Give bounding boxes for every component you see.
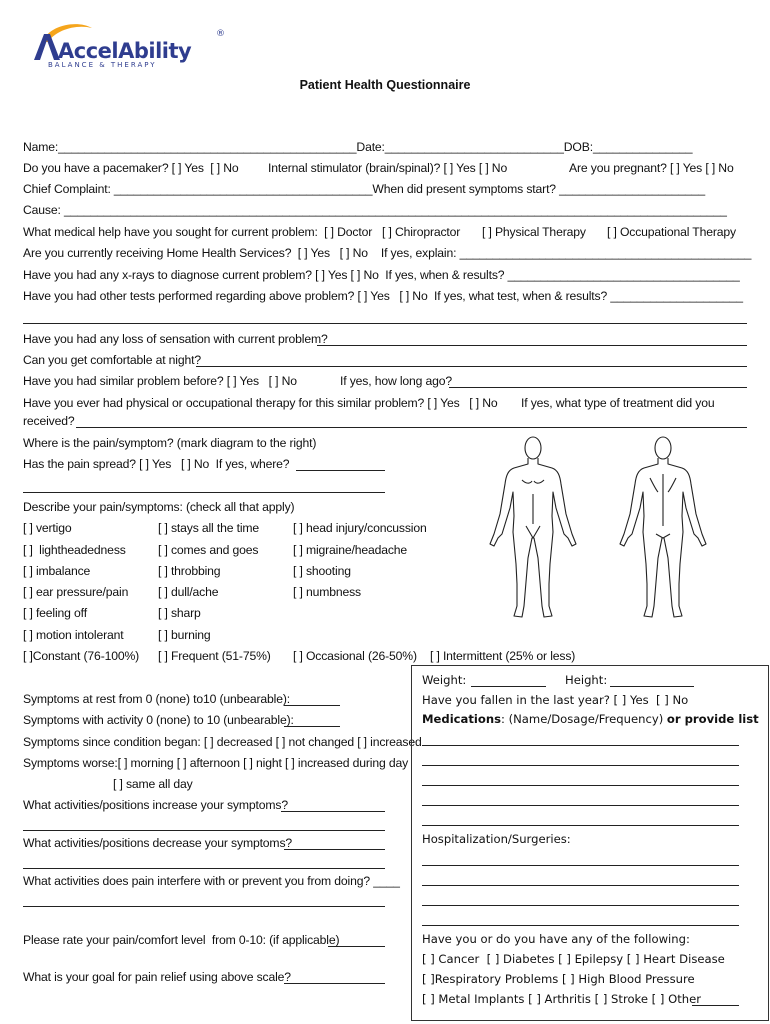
symptom-option: [ ] numbness [293,585,361,599]
blank-line [23,906,385,907]
describe-pain-heading: Describe your pain/symptoms: (check all that apply) [23,500,295,514]
answer-line [422,785,739,786]
symptom-option: [ ] dull/ache [158,585,219,599]
symptom-option: [ ]Constant (76-100%) [23,649,140,663]
pain-interfere-question: What activities does pain interfere with or prevent you from doing? ____ [23,874,400,888]
symptom-option: [ ] Frequent (51-75%) [158,649,271,663]
answer-line [281,811,385,812]
decrease-symptoms-question: What activities/positions decrease your symptoms? [23,836,293,850]
symptom-option: [ ] motion intolerant [23,628,124,642]
logo-wordmark: AccelAbility [58,39,192,63]
other-tests-question: Have you had other tests performed regarding above problem? [ ] Yes [ ] No If yes, what test, when & results? ____________________ [23,289,743,303]
fallen-question: Have you fallen in the last year? [ ] Yes [ ] No [422,693,689,707]
name-date-dob-row: Name:_____________________________________________Date:___________________________DOB:_______________ [23,140,693,154]
blank-line [23,323,747,324]
medications-provide-list: or provide list [666,712,759,726]
symptom-option: [ ] throbbing [158,564,221,578]
similar-how-long: If yes, how long ago? [340,374,453,388]
increase-symptoms-question: What activities/positions increase your symptoms? [23,798,288,812]
pregnant-question: Are you pregnant? [ ] Yes [ ] No [569,161,734,175]
symptom-option: [ ] comes and goes [158,543,259,557]
medications-label [422,712,759,727]
blank-line [23,830,385,831]
logo-subtitle: BALANCE & THERAPY [48,61,157,69]
similar-problem-question: Have you had similar problem before? [ ] Yes [ ] No [23,374,297,388]
symptom-option: [ ] shooting [293,564,351,578]
answer-line [422,925,739,926]
blank-line [23,492,385,493]
registered-mark: ® [216,29,225,39]
pain-rating-question: Please rate your pain/comfort level from 0-10: (if applicable) [23,933,340,947]
physical-therapy-option: [ ] Physical Therapy [482,225,586,239]
answer-line [284,849,385,850]
pain-location-question: Where is the pain/symptom? (mark diagram to the right) [23,436,317,450]
symptom-option: [ ] stays all the time [158,521,260,535]
medications-detail: : (Name/Dosage/Frequency) [501,712,667,726]
hospitalization-label: Hospitalization/Surgeries: [422,832,571,846]
medications-bold: Medications [422,712,502,726]
pain-spread-question: Has the pain spread? [ ] Yes [ ] No If yes, where? [23,457,290,471]
symptom-option: [ ] burning [158,628,211,642]
symptom-option: [ ] lightheadedness [23,543,126,557]
chiropractor-option: [ ] Chiropractor [382,225,461,239]
answer-line [449,387,747,388]
answer-line [422,825,739,826]
comfortable-question: Can you get comfortable at night? [23,353,201,367]
pain-goal-question: What is your goal for pain relief using above scale? [23,970,291,984]
prior-therapy-question: Have you ever had physical or occupational therapy for this similar problem? [ ] Yes [ ] No [23,396,498,410]
answer-line [422,765,739,766]
answer-line [422,865,739,866]
conditions-row-1: [ ] Cancer [ ] Diabetes [ ] Epilepsy [ ] Heart Disease [422,952,725,966]
body-diagram [486,434,740,620]
home-health-question: Are you currently receiving Home Health Services? [ ] Yes [ ] No If yes, explain: ____________________________________________ [23,246,752,260]
same-all-day-option: [ ] same all day [113,777,193,791]
answer-line [422,885,739,886]
symptom-option: [ ] ear pressure/pain [23,585,129,599]
sensation-question: Have you had any loss of sensation with current problem? [23,332,328,346]
weight-label: Weight: [422,673,467,687]
blank-line [23,868,385,869]
xray-question: Have you had any x-rays to diagnose current problem? [ ] Yes [ ] No If yes, when & results? ___________________________________ [23,268,740,282]
answer-line [284,726,340,727]
symptom-option: [ ] feeling off [23,606,87,620]
answer-line [422,905,739,906]
symptom-option: [ ] migraine/headache [293,543,408,557]
answer-line [284,705,340,706]
chief-complaint-row: Chief Complaint: _______________________________________When did present symptoms start? ______________________ [23,182,705,196]
symptoms-rest-question: Symptoms at rest from 0 (none) to10 (unbearable): [23,692,290,706]
answer-line [328,946,385,947]
body-front-figure [490,437,576,617]
symptoms-activity-question: Symptoms with activity 0 (none) to 10 (unbearable): [23,713,294,727]
answer-line [422,745,739,746]
medical-help-question: What medical help have you sought for current problem: [ ] Doctor [23,225,373,239]
answer-line [317,345,747,346]
answer-line [196,366,747,367]
answer-line [610,686,694,687]
symptom-option: [ ] sharp [158,606,201,620]
symptom-option: [ ] Occasional (26-50%) [293,649,417,663]
symptom-option: [ ] vertigo [23,521,72,535]
logo-graphic [30,20,230,70]
treatment-type-question: If yes, what type of treatment did you [521,396,715,410]
symptoms-since-question: Symptoms since condition began: [ ] decreased [ ] not changed [ ] increased [23,735,422,749]
answer-line [471,686,546,687]
page-title: Patient Health Questionnaire [299,78,471,92]
conditions-row-3: [ ] Metal Implants [ ] Arthritis [ ] Stroke [ ] Other [422,992,701,1006]
answer-line [284,983,385,984]
pacemaker-question: Do you have a pacemaker? [ ] Yes [ ] No [23,161,239,175]
answer-line [76,427,747,428]
accelability-logo [30,20,230,70]
conditions-question: Have you or do you have any of the following: [422,932,690,946]
stimulator-question: Internal stimulator (brain/spinal)? [ ] Yes [ ] No [268,161,508,175]
symptom-option: [ ] imbalance [23,564,91,578]
conditions-row-2: [ ]Respiratory Problems [ ] High Blood Pressure [422,972,695,986]
answer-line [692,1005,739,1006]
received-label: received? [23,414,75,428]
symptom-option: [ ] Intermittent (25% or less) [430,649,576,663]
occupational-therapy-option: [ ] Occupational Therapy [607,225,736,239]
answer-line [296,470,385,471]
symptoms-worse-question: Symptoms worse:[ ] morning [ ] afternoon [ ] night [ ] increased during day [23,756,409,770]
height-label: Height: [565,673,608,687]
body-back-figure [620,437,706,617]
symptom-option: [ ] head injury/concussion [293,521,427,535]
answer-line [422,805,739,806]
cause-row: Cause: ____________________________________________________________________________________________________ [23,203,727,217]
